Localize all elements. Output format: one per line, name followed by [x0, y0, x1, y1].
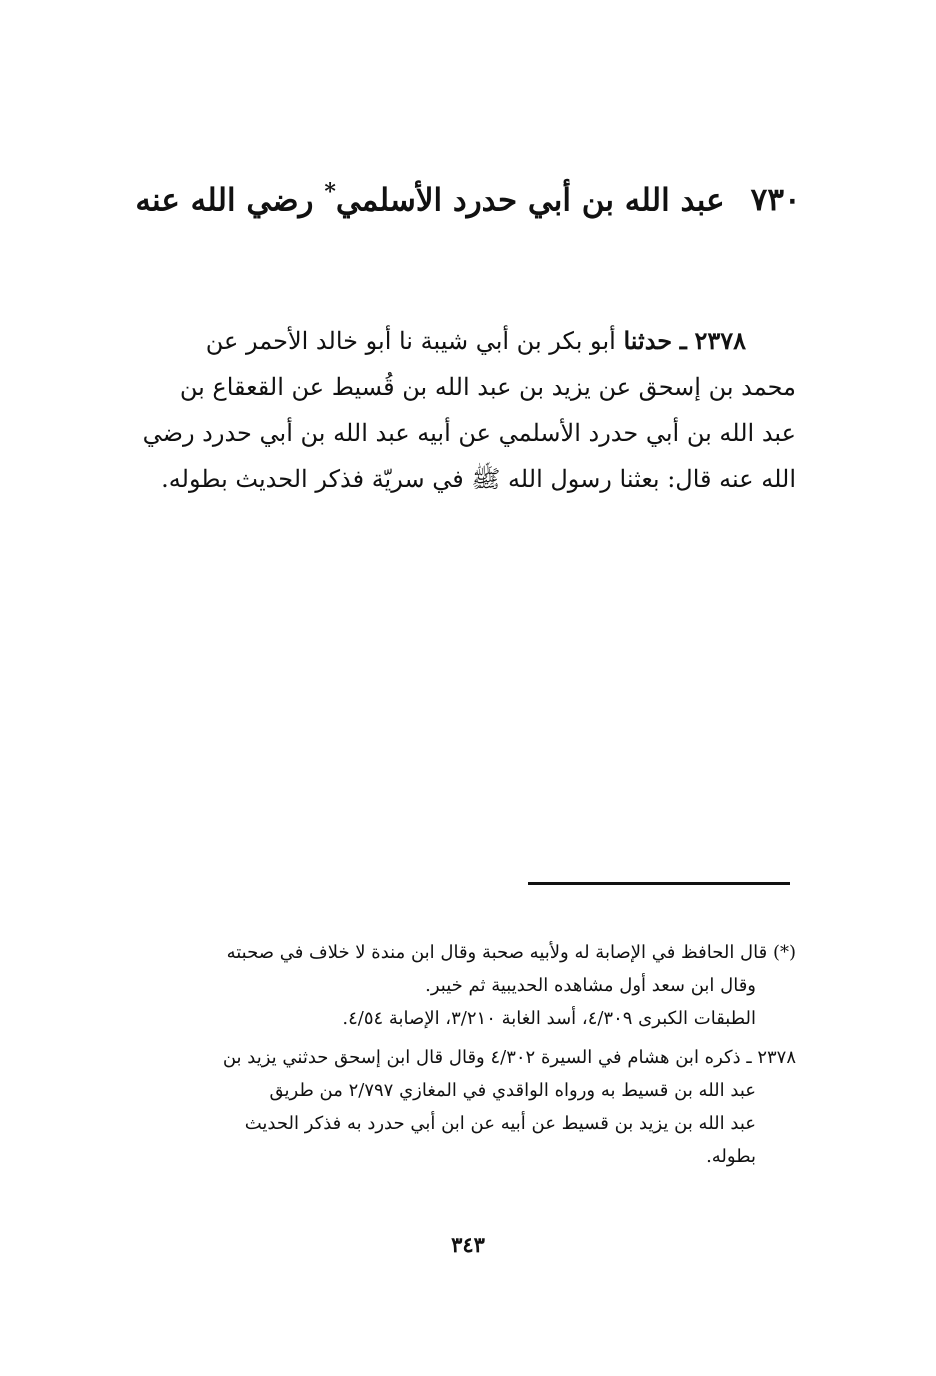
- hadith-line: [128, 318, 796, 364]
- footnote: [128, 1041, 796, 1173]
- section-heading: [120, 168, 816, 224]
- hadith-number: ٢٣٧٨: [694, 326, 746, 355]
- hadith-line: عبد الله بن أبي حدرد الأسلمي عن أبيه عبد الله بن أبي حدرد رضي: [142, 419, 796, 447]
- page-number: ٣٤٣: [451, 1232, 485, 1257]
- hadith-lead-word: حدثنا: [623, 326, 673, 355]
- footnote: [128, 936, 796, 1035]
- footnote-line: (*) قال الحافظ في الإصابة له ولأبيه صحبة وقال ابن مندة لا خلاف في صحبته: [226, 942, 796, 963]
- footnote-separator: [528, 882, 790, 885]
- footnote-line: بطوله.: [706, 1146, 756, 1167]
- hadith-line: الله عنه قال: بعثنا رسول الله ﷺ في سريّة فذكر الحديث بطوله.: [161, 465, 796, 493]
- section-title: عبد الله بن أبي حدرد الأسلمي: [335, 182, 725, 219]
- hadith-line: محمد بن إسحق عن يزيد بن عبد الله بن قُسيط عن القعقاع بن: [179, 373, 796, 401]
- section-number: ٧٣٠: [750, 182, 801, 219]
- footnote-line: الطبقات الكبرى ٤/٣٠٩، أسد الغابة ٣/٢١٠، الإصابة ٤/٥٤.: [342, 1008, 756, 1029]
- footnote-line: عبد الله بن قسيط به ورواه الواقدي في المغازي ٢/٧٩٧ من طريق: [269, 1080, 756, 1101]
- hadith-dash: ـ: [679, 326, 687, 355]
- footnote-line: وقال ابن سعد أول مشاهده الحديبية ثم خيبر.: [425, 975, 756, 996]
- footnote-marker: *: [324, 179, 336, 205]
- hadith-text: [128, 318, 796, 502]
- footnote-line: عبد الله بن يزيد بن قسيط عن أبيه عن ابن أبي حدرد به فذكر الحديث: [244, 1113, 756, 1134]
- hadith-line-text: أبو بكر بن أبي شيبة نا أبو خالد الأحمر عن: [205, 327, 616, 355]
- footnotes: [128, 936, 796, 1179]
- section-honorific: رضي الله عنه: [135, 182, 314, 219]
- footnote-line: ٢٣٧٨ ـ ذكره ابن هشام في السيرة ٤/٣٠٢ وقال قال ابن إسحق حدثني يزيد بن: [222, 1047, 796, 1068]
